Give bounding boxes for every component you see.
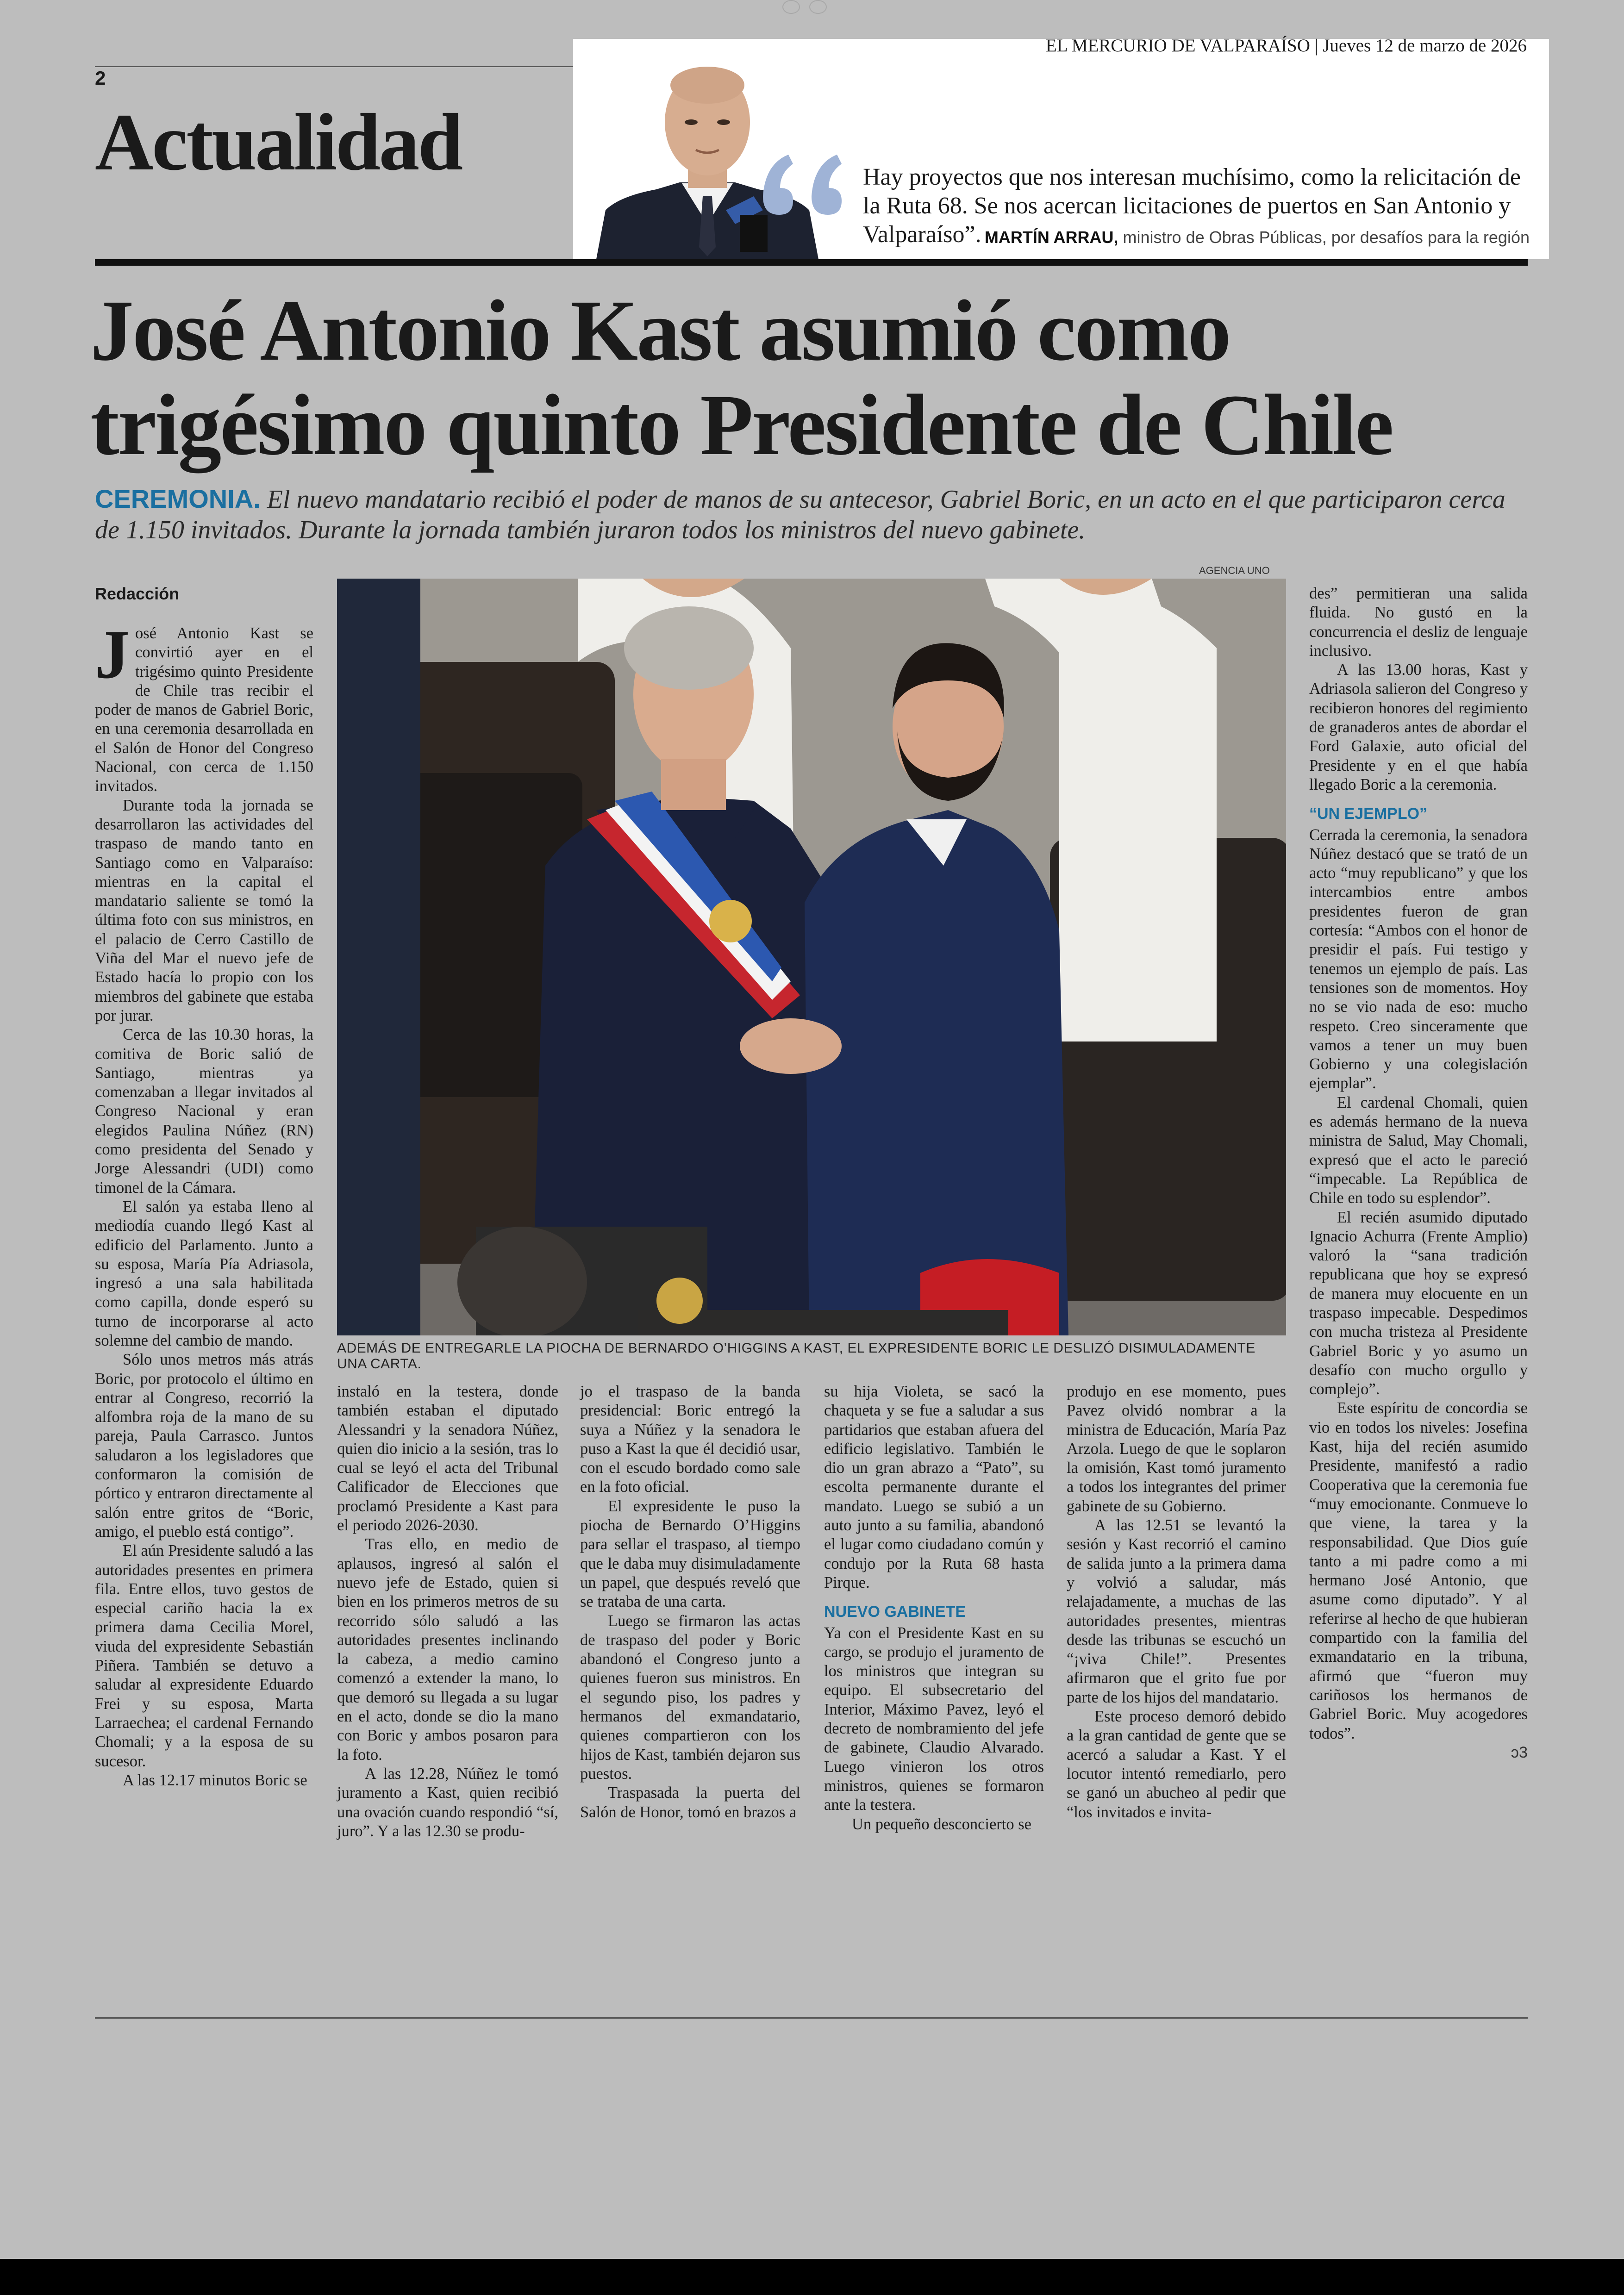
- paragraph: Este espíritu de concordia se vio en todos los niveles: Josefina Kast, hija del recién asumido Presidente, manifestó a radio Cooperativa que la ceremonia fue “muy emocionante. Conmueve lo que viene, la tarea y la responsabilidad. Que Dios guíe tanto a mi padre como a mi hermano José Antonio, que asume como diputado”. Y al referirse al hecho de que hubieran compartido con la familia del exmandatario en la tribuna, afirmó que “fueron muy cariñosos los hermanos de Gabriel Boric. Muy acogedores todos”.: [1309, 1399, 1528, 1742]
- paragraph: A las 12.17 minutos Boric se: [123, 1771, 307, 1789]
- article-column-4: [824, 1382, 1044, 1834]
- photo-caption: ADEMÁS DE ENTREGARLE LA PIOCHA DE BERNARDO O’HIGGINS A KAST, EL EXPRESIDENTE BORIC LE DESLIZÓ DISIMULADAMENTE UNA CARTA.: [337, 1341, 1255, 1372]
- paragraph: Cerca de las 10.30 horas, la comitiva de Boric salió de Santiago, mientras ya comenzaban a llegar invitados al Congreso Nacional y eran elegidos Paulina Núñez (RN) como presidenta del Senado y Jorge Alessandri (UDI) como timonel de la Cámara.: [95, 1026, 313, 1197]
- subhead-un-ejemplo: “UN EJEMPLO”: [1309, 805, 1428, 823]
- paragraph: Sólo unos metros más atrás Boric, por protocolo el último en entrar al Congreso, recorrió la alfombra roja de la mano de su pareja, Paula Carrasco. Juntos saludaron a los legisladores que conformaron la comisión de pórtico y entraron directamente al salón entre gritos de “Boric, amigo, el pueblo está contigo”.: [95, 1351, 313, 1540]
- quote-speaker: MARTÍN ARRAU,: [984, 228, 1118, 247]
- paragraph: Un pequeño desconcierto se: [852, 1815, 1031, 1833]
- paragraph: Este proceso demoró debido a la gran cantidad de gente que se acercó a saludar a Kast. Y el locutor intentó remediarlo, pero se ganó un abucheo al pedir que “los invitados e invita-: [1067, 1708, 1286, 1821]
- ceremony-photo: [337, 579, 1286, 1335]
- article-column-3: [580, 1382, 800, 1822]
- paragraph: A las 12.51 se levantó la sesión y Kast recorrió el camino de salida junto a la primera dama y volvió a saludar, más relajadamente, a muchas de las autoridades presentes, mientras desde las tribunas se escuchó un “¡viva Chile!”. Presentes afirmaron que el grito fue por parte de los hijos del mandatario.: [1067, 1516, 1286, 1706]
- quote-box: [573, 36, 1549, 259]
- article-column-1: [95, 616, 313, 1790]
- paragraph: A las 13.00 horas, Kast y Adriasola salieron del Congreso y recibieron honores del regimiento de granaderos antes de abordar el Ford Galaxie, auto oficial del Presidente y en el que había llegado Boric a la ceremonia.: [1309, 661, 1528, 793]
- paragraph: Tras ello, en medio de aplausos, ingresó al salón el nuevo jefe de Estado, quien si bien en los primeros metros de su recorrido sólo saludó a las autoridades presentes inclinando la cabeza, a medio camino comenzó a extender la mano, lo que demoró su llegada a su lugar en el acto, donde se dio la mano con Boric y ambos posaron para la foto.: [337, 1535, 558, 1764]
- paragraph: Cerrada la ceremonia, la senadora Núñez destacó que se trató de un acto “muy republicano” y que los intercambios entre ambos presidentes fueron de gran cortesía: “Ambos con el honor de presidir el país. Fui testigo y tenemos un ejemplo de país. Las tensiones son de momentos. Hoy no se vio nada de eso: mucho respeto. Creo sinceramente que vamos a tener un muy buen Gobierno y una colegislación ejemplar”.: [1309, 826, 1528, 1092]
- article-column-2: [337, 1382, 558, 1841]
- page-number: 2: [95, 67, 106, 89]
- bottom-rule: [95, 2017, 1528, 2019]
- quote-text: Hay proyectos que nos interesan muchísimo, como la relicitación de la Ruta 68. Se nos acercan licitaciones de puertos en San Antonio y Valparaíso”.: [863, 164, 1521, 248]
- header-rule: [95, 259, 1528, 266]
- deck: [95, 484, 1535, 545]
- headline: José Antonio Kast asumió como trigésimo quinto Presidente de Chile: [90, 282, 1393, 473]
- paragraph: Traspasada la puerta del Salón de Honor, tomó en brazos a: [580, 1784, 800, 1821]
- paragraph: instaló en la testera, donde también estaban el diputado Alessandri y la senadora Núñez, quien dio inicio a la sesión, tras lo cual se leyó el acta del Tribunal Calificador de Elecciones que proclamó Presidente a Kast para el periodo 2026-2030.: [337, 1383, 558, 1534]
- paragraph: El expresidente le puso la piocha de Bernardo O’Higgins para sellar el traspaso, al tiempo que le daba muy disimuladamente un papel, que después reveló que se trataba de una carta.: [580, 1497, 800, 1611]
- paragraph: El salón ya estaba lleno al mediodía cuando llegó Kast al edificio del Parlamento. Junto a su esposa, María Pía Adriasola, ingresó a una sala habilitada como capilla, donde esperó su turno de incorporarse al acto solemne del cambio de mando.: [95, 1197, 313, 1349]
- dropcap: J: [95, 616, 130, 693]
- article-column-5: [1067, 1382, 1286, 1822]
- byline: Redacción: [95, 584, 180, 603]
- paragraph: El cardenal Chomali, quien es además hermano de la nueva ministra de Salud, May Chomali, expresó que el acto le pareció “impecable. La República de Chile en todo su esplendor”.: [1309, 1093, 1528, 1207]
- paragraph: jo el traspaso de la banda presidencial: Boric entregó la suya a Núñez y la senadora le puso a Kast la que él decidió usar, con el escudo bordado como sale en la foto oficial.: [580, 1383, 800, 1496]
- end-mark-glyph: ↄ3: [1511, 1743, 1528, 1761]
- publication-info: EL MERCURIO DE VALPARAÍSO | Jueves 12 de marzo de 2026: [1045, 36, 1527, 56]
- section-title: Actualidad: [95, 97, 462, 187]
- paragraph: Luego se firmaron las actas de traspaso del poder y Boric abandonó el Congreso junto a quienes fueron sus ministros. En el segundo piso, los padres y hermanos del exmandatario, quienes compartieron con los hijos de Kast, también dejaron sus puestos.: [580, 1612, 800, 1783]
- quote-speaker-role: ministro de Obras Públicas, por desafíos para la región: [1123, 228, 1530, 247]
- paragraph: produjo en ese momento, pues Pavez olvidó nombrar a la ministra de Educación, María Paz Arzola. Luego de que le soplaron la omisión, Kast tomó juramento a todos los integrantes del primer gabinete de su Gobierno.: [1067, 1383, 1286, 1515]
- deck-kicker: CEREMONIA.: [95, 484, 261, 513]
- viewer-bottom-bar: [0, 2259, 1624, 2295]
- quote-attribution: [851, 228, 1530, 247]
- paragraph: El recién asumido diputado Ignacio Achurra (Frente Amplio) valoró la “sana tradición republicana que hoy se expresó de manera muy elocuente en un traspaso impecable. Despedimos con mucha tristeza al Presidente Gabriel Boric y yo asumo un desafío con mucho orgullo y complejo”.: [1309, 1208, 1528, 1398]
- paragraph: A las 12.28, Núñez le tomó juramento a Kast, quien recibió una ovación cuando respondió “sí, juro”. Y a las 12.30 se produ-: [337, 1765, 558, 1840]
- subhead-nuevo-gabinete: NUEVO GABINETE: [824, 1603, 966, 1621]
- page-nav-controls[interactable]: [782, 0, 843, 14]
- end-mark: [1309, 1743, 1528, 1762]
- photo-credit: AGENCIA UNO: [1199, 565, 1270, 576]
- paragraph: su hija Violeta, se sacó la chaqueta y se fue a saludar a sus partidarios que estaban afuera del edificio legislativo. También le dio un gran abrazo a “Pato”, su escolta permanente durante el mandato. Luego se subió a un auto junto a su familia, abandonó el lugar como ciudadano común y condujo por la Ruta 68 hasta Pirque.: [824, 1383, 1044, 1591]
- paragraph: El aún Presidente saludó a las autoridades presentes en primera fila. Entre ellos, tuvo gestos de especial cariño hacia la ex primera dama Cecilia Morel, viuda del expresidente Sebastián Piñera. También se detuvo a saludar al expresidente Eduardo Frei y su esposa, Marta Larraechea; el cardenal Fernando Chomali; y a la esposa de su sucesor.: [95, 1542, 313, 1770]
- paragraph: Durante toda la jornada se desarrollaron las actividades del traspaso de mando tanto en Santiago como en Valparaíso: mientras en la capital el mandatario saliente se tomó la última foto con sus ministros, en el palacio de Cerro Castillo de Viña del Mar el nuevo jefe de Estado hacía lo propio con los miembros del gabinete que estaba por jurar.: [95, 796, 313, 1024]
- next-page-button[interactable]: [809, 0, 827, 14]
- deck-text: El nuevo mandatario recibió el poder de manos de su antecesor, Gabriel Boric, en un acto en el que participaron cerca de 1.150 invitados. Durante la jornada también juraron todos los ministros del nuevo gabinete.: [95, 485, 1505, 544]
- article-column-6: [1309, 584, 1528, 1762]
- prev-page-button[interactable]: [782, 0, 800, 14]
- paragraph: osé Antonio Kast se convirtió ayer en el trigésimo quinto Presidente de Chile tras recibir el poder de manos de Gabriel Boric, en una ceremonia desarrollada en el Salón de Honor del Congreso Nacional, con cerca de 1.150 invitados.: [95, 624, 313, 795]
- paragraph: des” permitieran una salida fluida. No gustó en la concurrencia el desliz de lenguaje inclusivo.: [1309, 585, 1528, 660]
- quote-marks-icon: [756, 145, 858, 224]
- paragraph: Ya con el Presidente Kast en su cargo, se produjo el juramento de los ministros que integran su equipo. El subsecretario del Interior, Máximo Pavez, leyó el decreto de nombramiento del jefe de gabinete, Claudio Alvarado. Luego vinieron los otros ministros, quienes se formaron ante la testera.: [824, 1624, 1044, 1814]
